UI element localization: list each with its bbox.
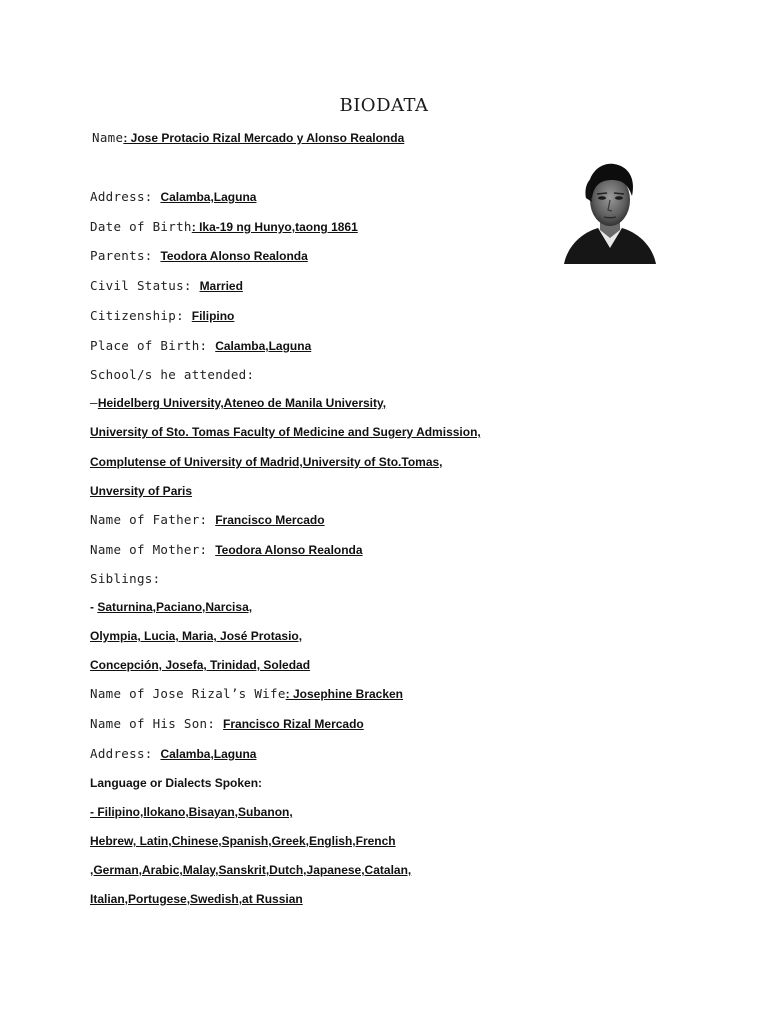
place-of-birth-value: Calamba,Laguna (215, 339, 312, 353)
wife-value: : Josephine Bracken (285, 687, 404, 701)
civil-status-label: Civil Status: (90, 278, 200, 293)
citizenship-row (90, 308, 234, 324)
language-line (90, 804, 293, 820)
language-heading-row (90, 775, 262, 791)
place-of-birth-row (90, 338, 311, 354)
schools-line (90, 454, 443, 470)
schools-heading-row (90, 367, 254, 383)
mother-value: Teodora Alonso Realonda (215, 543, 363, 557)
language-label: Language or Dialects Spoken: (90, 776, 263, 790)
sibling-text: Concepción, Josefa, Trinidad, Soledad (90, 658, 311, 672)
siblings-line (90, 599, 252, 615)
siblings-heading-row (90, 571, 160, 587)
wife-row (90, 686, 403, 702)
language-line (90, 833, 396, 849)
civil-status-value: Married (199, 279, 243, 293)
siblings-label: Siblings: (90, 571, 161, 586)
dob-label: Date of Birth (90, 219, 192, 234)
mother-row (90, 542, 363, 558)
address2-value: Calamba,Laguna (160, 747, 257, 761)
schools-line (90, 395, 386, 411)
language-text: ,German,Arabic,Malay,Sanskrit,Dutch,Japanese,Catalan, (90, 863, 412, 877)
son-label: Name of His Son: (90, 716, 224, 731)
parents-row (90, 248, 308, 264)
parents-value: Teodora Alonso Realonda (160, 249, 308, 263)
address-row (90, 189, 256, 205)
siblings-line (90, 628, 302, 644)
sibling-text: Olympia, Lucia, Maria, José Protasio, (90, 629, 303, 643)
address-label: Address: (90, 189, 161, 204)
address-value: Calamba,Laguna (160, 190, 257, 204)
father-value: Francisco Mercado (215, 513, 325, 527)
father-label: Name of Father: (90, 512, 216, 527)
language-text: Italian,Portugese,Swedish,at Russian (90, 892, 303, 906)
language-text: - Filipino,Ilokano,Bisayan,Subanon, (90, 805, 293, 819)
mother-label: Name of Mother: (90, 542, 216, 557)
address2-label: Address: (90, 746, 161, 761)
citizenship-label: Citizenship: (90, 308, 192, 323)
school-text: Unversity of Paris (90, 484, 193, 498)
school-text: Complutense of University of Madrid,University of Sto.Tomas, (90, 455, 443, 469)
language-text: Hebrew, Latin,Chinese,Spanish,Greek,English,French (90, 834, 396, 848)
name-label: Name (92, 130, 124, 145)
address-row-2 (90, 746, 256, 762)
dob-row (90, 219, 358, 235)
siblings-dash: - (90, 600, 98, 614)
school-text: University of Sto. Tomas Faculty of Medicine and Sugery Admission, (90, 425, 481, 439)
son-row (90, 716, 364, 732)
dob-value: : Ika-19 ng Hunyo,taong 1861 (191, 220, 358, 234)
civil-status-row (90, 278, 243, 294)
language-line (90, 862, 411, 878)
language-line (90, 891, 303, 907)
page-title: BIODATA (339, 95, 429, 116)
wife-label: Name of Jose Rizal’s Wife (90, 686, 286, 701)
siblings-line (90, 657, 310, 673)
place-of-birth-label: Place of Birth: (90, 338, 216, 353)
citizenship-value: Filipino (191, 309, 235, 323)
schools-dash: – (90, 395, 98, 410)
portrait-photo (562, 158, 658, 264)
sibling-text: Saturnina,Paciano,Narcisa, (97, 600, 253, 614)
name-row (92, 130, 404, 146)
father-row (90, 512, 325, 528)
schools-line (90, 424, 481, 440)
son-value: Francisco Rizal Mercado (223, 717, 364, 731)
parents-label: Parents: (90, 248, 161, 263)
schools-label: School/s he attended: (90, 367, 255, 382)
name-value: : Jose Protacio Rizal Mercado y Alonso Realonda (123, 131, 405, 145)
school-text: Heidelberg University,Ateneo de Manila University, (97, 396, 387, 410)
schools-line (90, 483, 192, 499)
